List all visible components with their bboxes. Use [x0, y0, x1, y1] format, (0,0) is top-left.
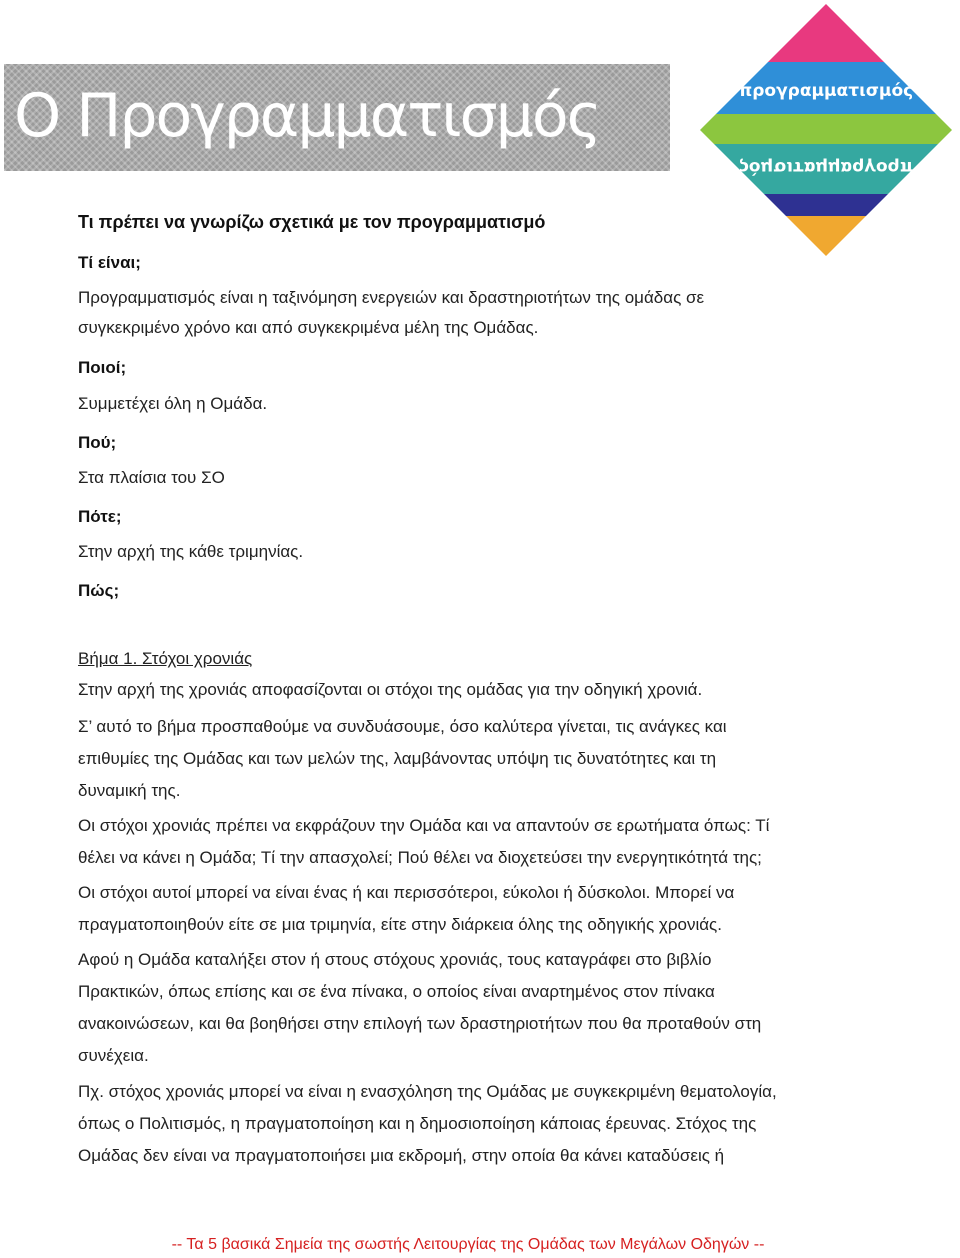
- logo-text-bottom: προγραμματισμός: [738, 157, 914, 177]
- question-how: Πώς;: [78, 581, 120, 600]
- programming-logo: [698, 2, 954, 258]
- question-when: Πότε;: [78, 507, 122, 526]
- logo-stripe-pink: [698, 2, 954, 62]
- answer-what-line2: συγκεκριμένο χρόνο και από συγκεκριμένα μέλη της Ομάδας.: [78, 318, 539, 337]
- logo-stripe-green: [698, 114, 954, 144]
- question-what: Τί είναι;: [78, 253, 141, 272]
- step1-title: Βήμα 1. Στόχοι χρονιάς: [78, 649, 253, 668]
- answer-when: Στην αρχή της κάθε τριμηνίας.: [78, 542, 304, 561]
- logo-text-top: προγραμματισμός: [738, 81, 914, 101]
- step1-intro: Στην αρχή της χρονιάς αποφασίζονται οι στόχοι της ομάδας για την οδηγική χρονιά.: [78, 680, 703, 699]
- answer-who: Συμμετέχει όλη η Ομάδα.: [78, 394, 268, 413]
- page-footer: -- Τα 5 βασικά Σημεία της σωστής Λειτουργίας της Ομάδας των Μεγάλων Οδηγών --: [171, 1236, 765, 1253]
- page-title: Ο Προγραμματισμός: [14, 81, 600, 151]
- paragraph-count: Οι στόχοι αυτοί μπορεί να είναι ένας ή και περισσότεροι, εύκολοι ή δύσκολοι. Μπορεί να πραγματοποιηθούν είτε σε μια τριμηνία, είτε στην διάρκεια όλης της οδηγικής χρονιάς.: [78, 883, 735, 934]
- logo-stripe-orange: [698, 216, 954, 258]
- question-who: Ποιοί;: [78, 358, 127, 377]
- section-heading: Τι πρέπει να γνωρίζω σχετικά με τον προγραμματισμό: [78, 212, 546, 232]
- title-banner: [4, 64, 670, 171]
- paragraph-needs: Σ’ αυτό το βήμα προσπαθούμε να συνδυάσουμε, όσο καλύτερα γίνεται, τις ανάγκες και επιθυμίες της Ομάδας και των μελών της, λαμβάνοντας υπόψη τις δυνατότητες και τη δυναμική της.: [78, 717, 727, 800]
- paragraph-express: Οι στόχοι χρονιάς πρέπει να εκφράζουν την Ομάδα και να απαντούν σε ερωτήματα όπως: Τί θέλει να κάνει η Ομάδα; Τί την απασχολεί; Πού θέλει να διοχετεύσει την ενεργητικότητά της;: [78, 816, 770, 867]
- logo-stripe-navy: [698, 194, 954, 216]
- paragraph-record: Αφού η Ομάδα καταλήξει στον ή στους στόχους χρονιάς, τους καταγράφει στο βιβλίο Πρακτικών, όπως επίσης και σε ένα πίνακα, ο οποίος είναι αναρτημένος στον πίνακα ανακοινώσεων, και θα βοηθήσει στην επιλογή των δραστηριοτήτων που θα προταθούν στη συνέχεια.: [78, 950, 762, 1065]
- question-where: Πού;: [78, 433, 117, 452]
- answer-what-line1: Προγραμματισμός είναι η ταξινόμηση ενεργειών και δραστηριοτήτων της ομάδας σε: [78, 288, 705, 307]
- paragraph-example: Πχ. στόχος χρονιάς μπορεί να είναι η ενασχόληση της Ομάδας με συγκεκριμένη θεματολογία, όπως ο Πολιτισμός, η πραγματοποίηση και η δημοσιοποίηση κάποιας έρευνας. Στόχος της Ομάδας δεν είναι να πραγματοποιήσει μια εκδρομή, στην οποία θα κάνει καταδύσεις ή: [78, 1082, 777, 1165]
- answer-where: Στα πλαίσια του ΣΟ: [78, 468, 225, 487]
